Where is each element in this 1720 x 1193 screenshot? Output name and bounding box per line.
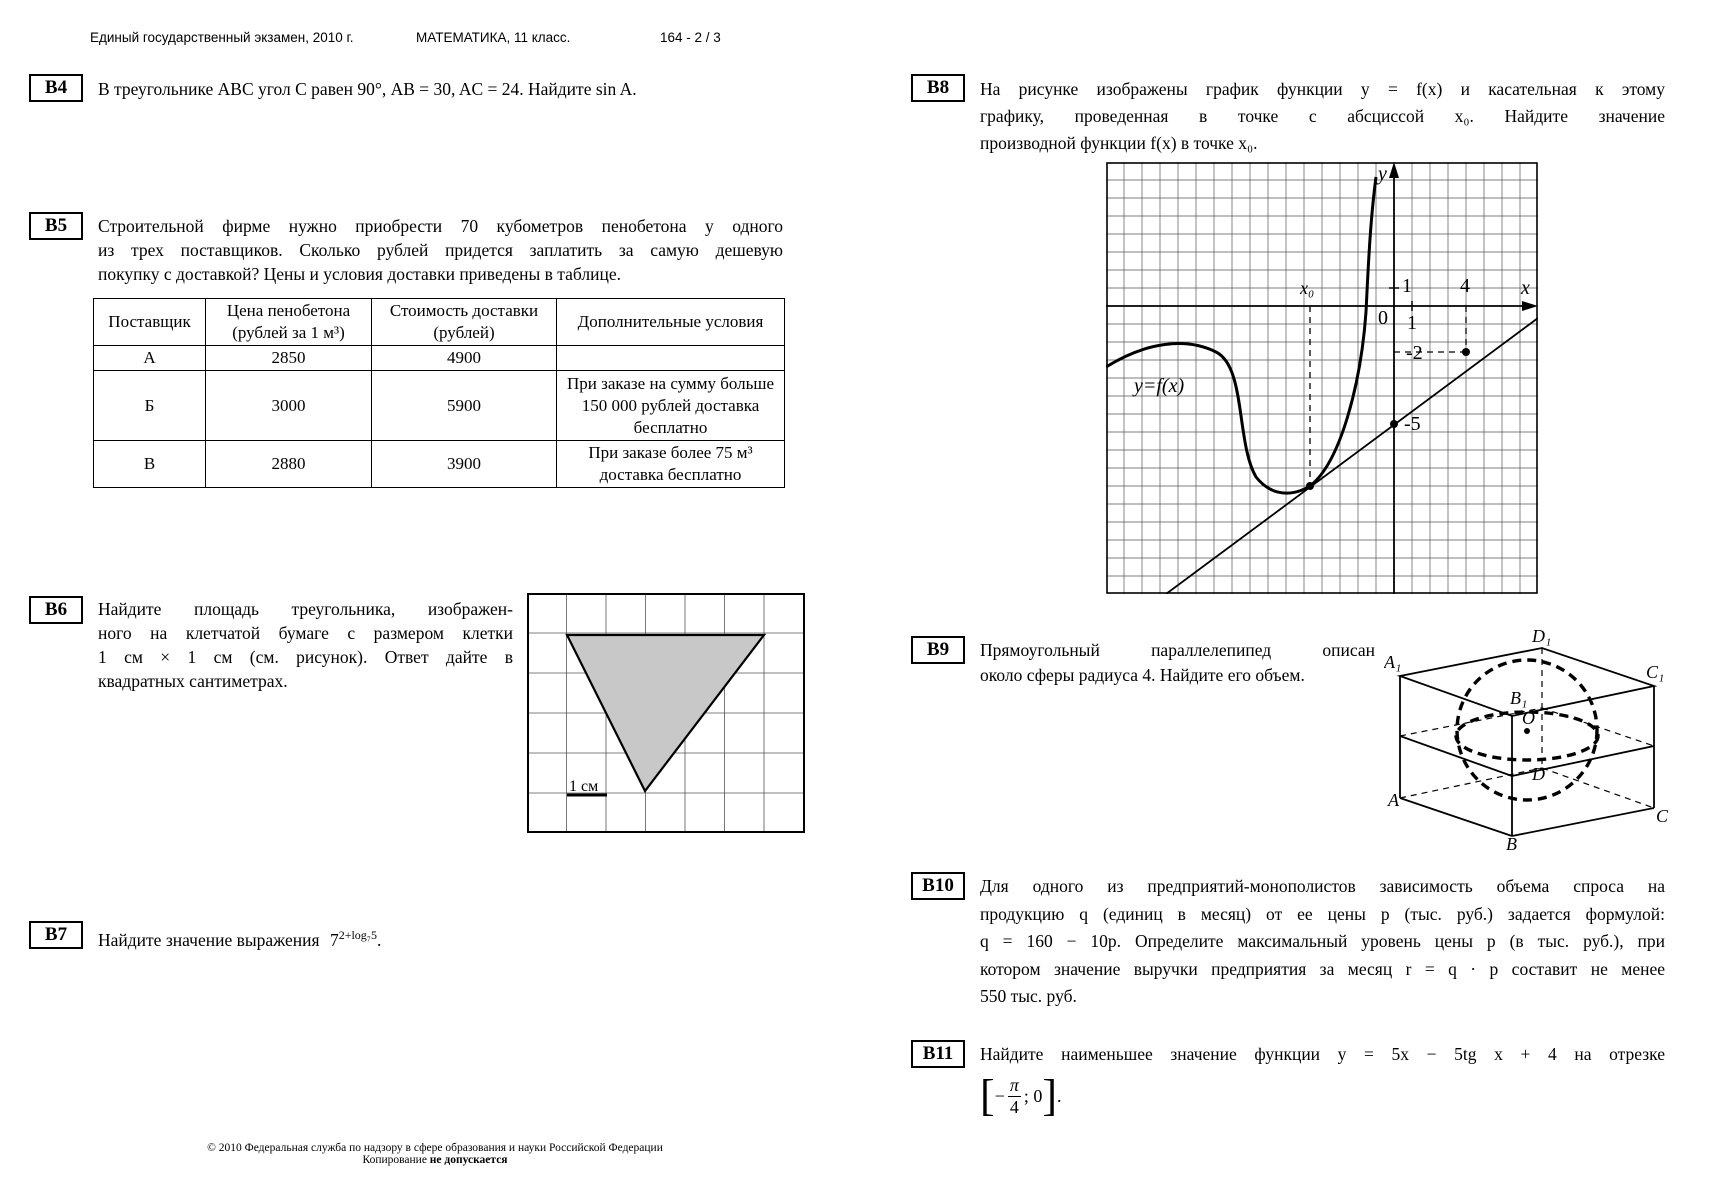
task-label-b6: B6 <box>29 596 83 624</box>
task-b10-line3: q = 160 − 10p. Определите максимальный уровень цены p (в тыс. руб.), при <box>980 931 1665 951</box>
function-label: y=f(x) <box>1134 375 1185 397</box>
origin-label: 0 <box>1378 307 1388 329</box>
tangent-line <box>1166 318 1538 594</box>
footer-copy-notice <box>150 1154 720 1166</box>
table-cell: При заказе на сумму больше 150 000 рублей доставка бесплатно <box>557 371 785 441</box>
task-b6-line1: Найдите площадь треугольника, изображен- <box>98 599 513 619</box>
bracket-right: ] <box>1042 1071 1058 1120</box>
minus-five-label: -5 <box>1404 413 1421 435</box>
task-b7-text: Найдите значение выражения $7^{2+log_75}$. <box>98 928 382 950</box>
table-row <box>94 441 785 488</box>
task-b5-line2: из трех поставщиков. Сколько рублей придется заплатить за самую дешевую <box>98 240 783 260</box>
table-cell: 2850 <box>206 346 372 371</box>
vertex-c1: C₁ <box>1646 662 1665 682</box>
vertex-a: A <box>1388 790 1399 810</box>
header-subject: МАТЕМАТИКА, 11 класс. <box>416 30 571 45</box>
fraction-denominator: 4 <box>1009 1096 1019 1117</box>
task-label-b9: B9 <box>911 636 965 664</box>
vertex-b: B <box>1506 834 1517 850</box>
y-intercept-point <box>1390 420 1398 428</box>
table-header: Поставщик <box>94 299 206 346</box>
task-b10-text <box>980 873 1665 1011</box>
table-cell: Б <box>94 371 206 441</box>
task-b10-line2: продукцию q (единиц в месяц) от ее цены p (тыс. руб.) задается формулой: <box>980 903 1665 924</box>
triangle-grid-figure <box>527 593 805 833</box>
task-b10-line4: котором значение выручки предприятия за месяц r = q · p составит не менее <box>980 958 1665 979</box>
interval-minus: − <box>994 1085 1005 1106</box>
table-row <box>94 371 785 441</box>
y-axis-label: y <box>1378 163 1387 185</box>
task-label-b8: B8 <box>911 74 965 102</box>
interval-right: ; 0 <box>1023 1085 1043 1106</box>
task-b7-prompt: Найдите значение выражения <box>98 929 320 950</box>
box-edges <box>1400 648 1654 836</box>
expression-exponent: 2+log₇5 <box>338 928 377 942</box>
task-b11-line1: Найдите наименьшее значение функции y = 5x − 5tg x + 4 на отрезке <box>980 1044 1665 1064</box>
y-one-label: 1 <box>1402 275 1412 297</box>
vertex-d1: D₁ <box>1532 628 1552 646</box>
footer-copyright: © 2010 Федеральная служба по надзору в сфере образования и науки Российской Федерации <box>207 1142 663 1154</box>
task-label-b5: B5 <box>29 212 83 240</box>
task-b5-line1: Строительной фирме нужно приобрести 70 кубометров пенобетона у одного <box>98 216 783 236</box>
supplier-table <box>93 298 785 488</box>
x-axis-label: x <box>1521 277 1530 299</box>
x0-label: x₀ <box>1300 278 1315 298</box>
task-label-b7: B7 <box>29 921 83 949</box>
center-o: O <box>1522 708 1535 728</box>
parallelepiped-figure <box>1384 628 1684 850</box>
table-cell <box>557 346 785 371</box>
footer-copy-forbidden: не допускается <box>429 1154 508 1166</box>
task-b6-line2: ного на клетчатой бумаге с размером клетки <box>98 623 513 643</box>
footer-copy-prefix: Копирование <box>362 1154 427 1166</box>
task-label-b10: B10 <box>911 872 965 900</box>
header-exam: Единый государственный экзамен, 2010 г. <box>90 30 354 45</box>
task-b8-line3: производной функции f(x) в точке x₀. <box>980 133 1258 153</box>
table-cell: 3900 <box>372 441 557 488</box>
sphere-center <box>1524 728 1530 734</box>
task-b8-line1: На рисунке изображены график функции y = f(x) и касательная к этому <box>980 79 1665 99</box>
minus-two-label: -2 <box>1406 342 1423 364</box>
function-graph-figure <box>1106 162 1538 594</box>
table-header: Цена пенобетона (рублей за 1 м³) <box>206 299 372 346</box>
bracket-left: [ <box>980 1071 995 1120</box>
task-b6-text <box>98 597 513 693</box>
scale-label: 1 см <box>569 778 599 795</box>
task-b6-line3: 1 см × 1 см (см. рисунок). Ответ дайте в <box>98 647 513 667</box>
vertex-d: D <box>1532 764 1545 784</box>
task-label-b11: B11 <box>911 1040 965 1068</box>
task-b9-line1: Прямоугольный параллелепипед описан <box>980 640 1375 660</box>
header-page: 164 - 2 / 3 <box>660 30 721 45</box>
task-b6-line4: квадратных сантиметрах. <box>98 671 288 691</box>
task-b4-text: В треугольнике ABC угол C равен 90°, AB = 30, AC = 24. Найдите sin A. <box>98 79 637 99</box>
interval-fraction <box>1008 1075 1021 1118</box>
table-cell: А <box>94 346 206 371</box>
task-label-b4: B4 <box>29 74 83 102</box>
task-b5-text <box>98 214 783 286</box>
vertex-b1: B₁ <box>1510 688 1528 708</box>
task-b10-line5: 550 тыс. руб. <box>980 986 1077 1006</box>
y-axis-arrow <box>1389 162 1399 178</box>
table-header: Стоимость доставки (рублей) <box>372 299 557 346</box>
table-cell: В <box>94 441 206 488</box>
task-b9-text <box>980 638 1375 688</box>
point-4-minus-2 <box>1462 348 1470 356</box>
x-one-label: 1 <box>1407 312 1417 334</box>
fraction-numerator: π <box>1009 1074 1019 1095</box>
task-b10-line1: Для одного из предприятий-монополистов зависимость объема спроса на <box>980 876 1665 896</box>
expression-base: 7 <box>329 929 339 950</box>
footer <box>150 1142 720 1166</box>
b11-interval: [ − $\frac{\pi}{4}$ ; 0 ] . <box>980 1071 1062 1120</box>
task-b8-line2: графику, проведенная в точке с абсциссой x₀. Найдите значение <box>980 106 1665 126</box>
x-four-label: 4 <box>1460 275 1470 297</box>
table-cell: 4900 <box>372 346 557 371</box>
task-b9-line2: около сферы радиуса 4. Найдите его объем. <box>980 665 1305 685</box>
table-cell: 2880 <box>206 441 372 488</box>
table-cell: 3000 <box>206 371 372 441</box>
task-b11-text <box>980 1041 1665 1067</box>
vertex-a1: A₁ <box>1384 652 1402 672</box>
table-cell: 5900 <box>372 371 557 441</box>
function-curve <box>1106 177 1376 493</box>
tangent-point <box>1306 482 1314 490</box>
table-header-row <box>94 299 785 346</box>
table-row <box>94 346 785 371</box>
task-b8-text <box>980 76 1665 157</box>
table-header: Дополнительные условия <box>557 299 785 346</box>
x-axis-arrow <box>1522 301 1538 311</box>
vertex-c: C <box>1656 806 1669 826</box>
task-b5-line3: покупку с доставкой? Цены и условия доставки приведены в таблице. <box>98 264 622 284</box>
table-cell: При заказе более 75 м³ доставка бесплатно <box>557 441 785 488</box>
